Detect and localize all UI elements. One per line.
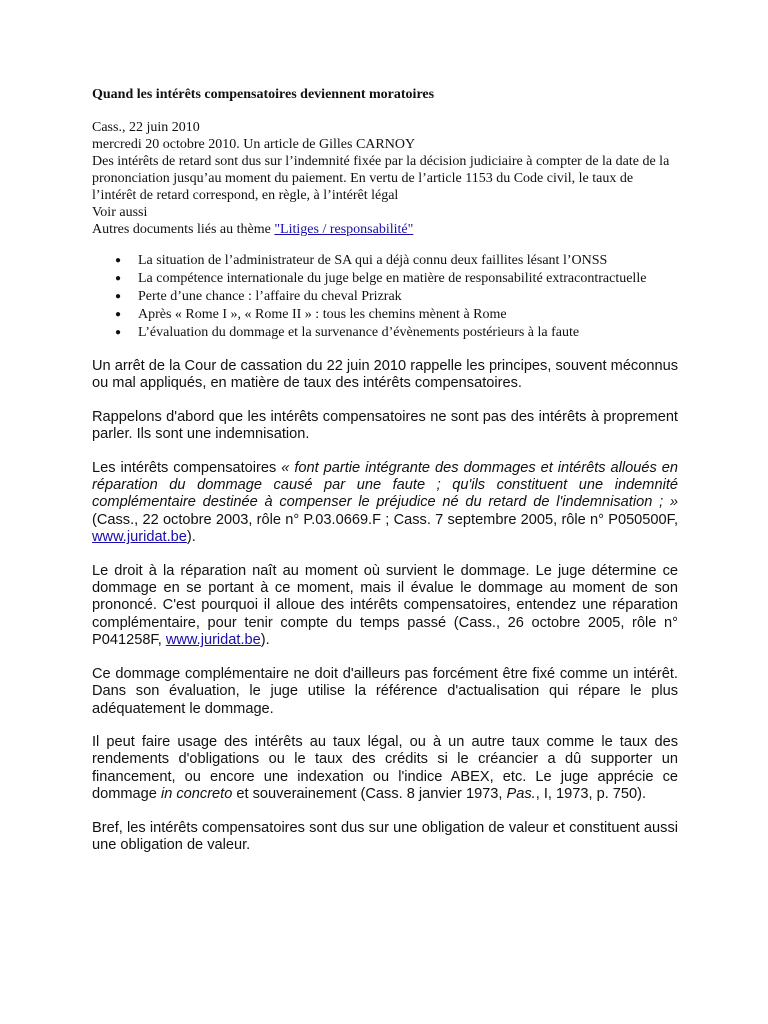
- bullet-icon: ●: [115, 291, 122, 302]
- bullet-icon: ●: [115, 273, 122, 284]
- byline: mercredi 20 octobre 2010. Un article de Gilles CARNOY: [92, 137, 416, 152]
- p6-end: , I, 1973, p. 750).: [535, 786, 647, 803]
- related-doc-label: Après « Rome I », « Rome II » : tous les chemins mènent à Rome: [138, 307, 507, 322]
- p4-start: Le droit à la réparation naît au moment où survient le dommage. Le juge détermine ce dommage en se portant à ce moment, mais il évalue le dommage au moment de son prononcé. C'est pourquoi il alloue des intérêts compensatoires, entendez une réparation complémentaire, pour tenir compte du temps passé (Cass., 26 octobre 2005, rôle n° P041258F,: [92, 562, 678, 649]
- theme-line: [92, 221, 678, 238]
- theme-link[interactable]: "Litiges / responsabilité": [274, 222, 414, 237]
- body-paragraph-5: Ce dommage complémentaire ne doit d'ailleurs pas forcément être fixé comme un intérêt. Dans son évaluation, le juge utilise la référence d'actualisation qui répare le plus adéquatement le dommage.: [92, 665, 678, 717]
- court-date: Cass., 22 juin 2010: [92, 120, 200, 135]
- related-doc-label: La situation de l’administrateur de SA qui a déjà connu deux faillites lésant l’ONSS: [138, 253, 608, 268]
- related-doc-label: La compétence internationale du juge belge en matière de responsabilité extracontractuelle: [138, 271, 647, 286]
- bullet-icon: ●: [115, 327, 122, 338]
- body-paragraph-2: Rappelons d'abord que les intérêts compensatoires ne sont pas des intérêts à proprement parler. Ils sont une indemnisation.: [92, 408, 678, 443]
- pasicrisie-ref: Pas.: [506, 786, 536, 803]
- related-doc-label: Perte d’une chance : l’affaire du cheval Prizrak: [138, 289, 402, 304]
- list-item[interactable]: [115, 288, 678, 305]
- see-also: Voir aussi: [92, 205, 148, 220]
- related-doc-label: L’évaluation du dommage et la survenance d’évènements postérieurs à la faute: [138, 325, 580, 340]
- bullet-icon: ●: [115, 255, 122, 266]
- article-body: [92, 358, 678, 854]
- p6-start: Il peut faire usage des intérêts au taux légal, ou à un autre taux comme le taux des rendements d'obligations ou le taux des crédits si le créancier a dû supporter un financement, ou encore une indexation ou l'indice ABEX, etc. Le juge apprécie ce dommage: [92, 733, 678, 803]
- body-paragraph-6: [92, 734, 678, 804]
- p3-citation: (Cass., 22 octobre 2003, rôle n° P.03.0669.F ; Cass. 7 septembre 2005, rôle n° P050500F,: [92, 511, 678, 528]
- list-item[interactable]: [115, 306, 678, 323]
- list-item[interactable]: [115, 270, 678, 287]
- p4-end: ).: [260, 632, 270, 649]
- body-paragraph-3: [92, 460, 678, 547]
- article-meta: [92, 119, 678, 238]
- in-concreto: in concreto: [160, 786, 233, 803]
- body-paragraph-4: [92, 563, 678, 650]
- juridat-link[interactable]: www.juridat.be: [165, 632, 261, 649]
- article-title: Quand les intérêts compensatoires deviennent moratoires: [92, 87, 435, 102]
- list-item[interactable]: [115, 252, 678, 269]
- related-docs-list: [92, 252, 678, 341]
- p6-mid: et souverainement (Cass. 8 janvier 1973,: [232, 786, 507, 803]
- body-paragraph-7: Bref, les intérêts compensatoires sont dus sur une obligation de valeur et constituent aussi une obligation de valeur.: [92, 819, 678, 853]
- court-quote: « font partie intégrante des dommages et intérêts alloués en réparation du dommage causé par une faute ; qu'ils constituent une indemnité complémentaire destinée à compenser le préjudice né du retard de l'indemnisation ; »: [92, 459, 678, 511]
- juridat-link[interactable]: www.juridat.be: [92, 529, 187, 546]
- p3-start: Les intérêts compensatoires: [92, 459, 282, 476]
- summary: Des intérêts de retard sont dus sur l’indemnité fixée par la décision judiciaire à compter de la date de la prononciation jusqu’au moment du paiement. En vertu de l’article 1153 du Code civil, le taux de l’intérêt de retard correspond, en règle, à l’intérêt légal: [92, 154, 670, 203]
- body-paragraph-1: Un arrêt de la Cour de cassation du 22 juin 2010 rappelle les principes, souvent méconnus ou mal appliqués, en matière de taux des intérêts compensatoires.: [92, 358, 678, 392]
- theme-prefix: Autres documents liés au thème: [92, 222, 275, 237]
- list-item[interactable]: [115, 324, 678, 341]
- document-page: [92, 86, 678, 854]
- bullet-icon: ●: [115, 309, 122, 320]
- p3-end: ).: [186, 529, 196, 546]
